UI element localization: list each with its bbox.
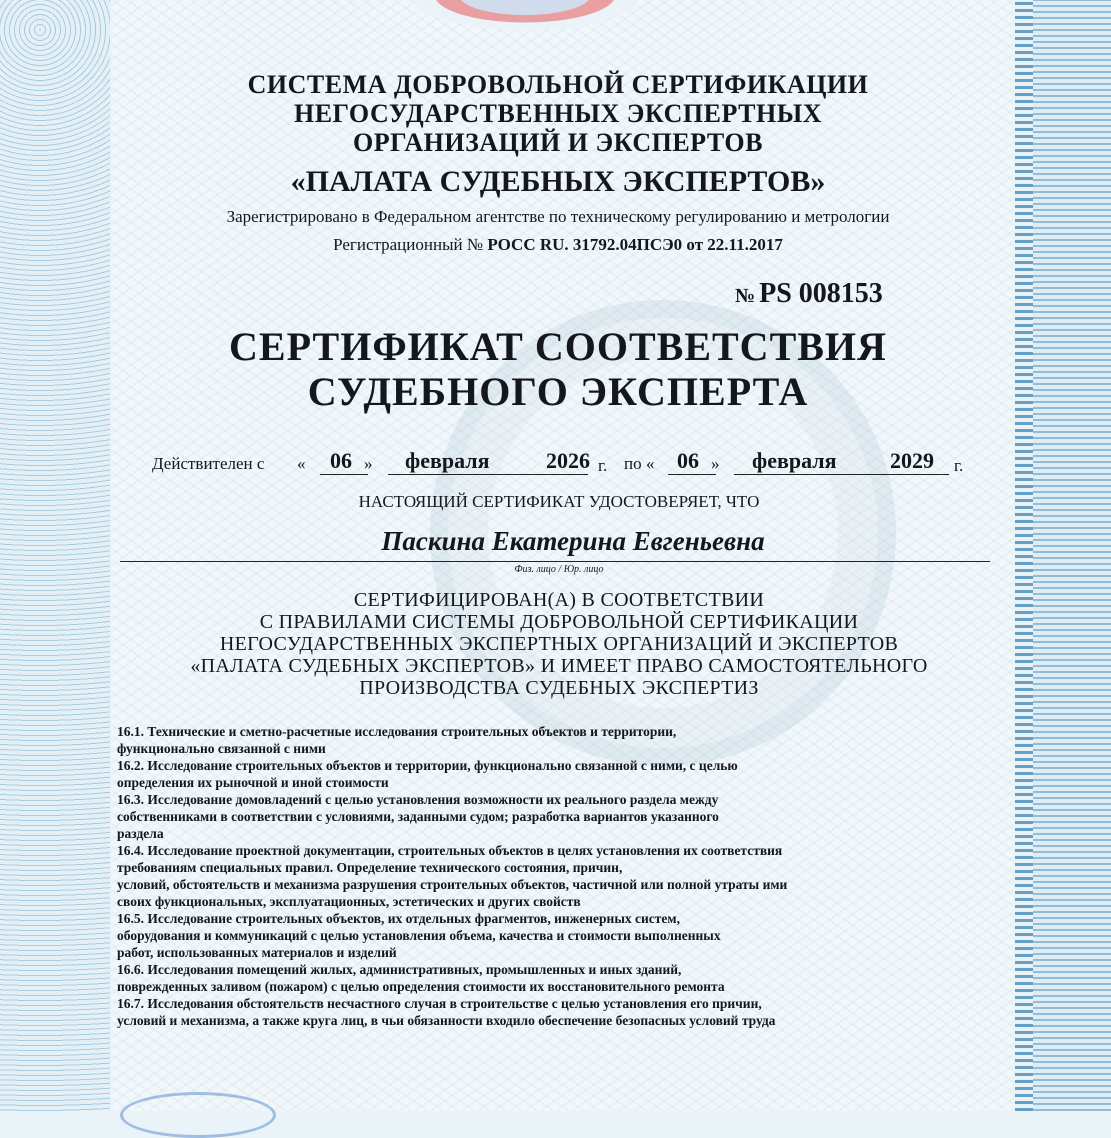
registration-prefix: Регистрационный № xyxy=(333,235,488,254)
rules-line: ПРОИЗВОДСТВА СУДЕБНЫХ ЭКСПЕРТИЗ xyxy=(359,677,759,699)
from-month: февраля xyxy=(405,448,490,473)
from-day-underline xyxy=(320,474,368,475)
list-item: 16.3. Исследование домовладений с целью установления возможности их реального раздела между xyxy=(117,792,719,807)
system-name: «ПАЛАТА СУДЕБНЫХ ЭКСПЕРТОВ» xyxy=(290,165,826,198)
to-close-quote: » xyxy=(711,454,720,473)
rules-line: СЕРТИФИЦИРОВАН(А) В СООТВЕТСТВИИ xyxy=(353,589,765,611)
to-day: 06 xyxy=(677,448,699,473)
list-item: работ, использованных материалов и изделий xyxy=(117,945,397,960)
certificate-number xyxy=(735,278,883,310)
person-name: Паскина Екатерина Евгеньевна xyxy=(381,526,765,556)
rules-line: С ПРАВИЛАМИ СИСТЕМЫ ДОБРОВОЛЬНОЙ СЕРТИФИКАЦИИ xyxy=(259,611,859,633)
list-item: своих функциональных, эксплуатационных, эстетических и других свойств xyxy=(117,894,581,909)
seal-stamp xyxy=(120,1092,276,1138)
to-day-underline xyxy=(668,474,716,475)
list-item: определения их рыночной и иной стоимости xyxy=(117,775,389,790)
list-item: требованиям специальных правил. Определение технического состояния, причин, xyxy=(117,860,623,875)
system-title-line2: НЕГОСУДАРСТВЕННЫХ ЭКСПЕРТНЫХ xyxy=(293,99,823,128)
validity-row xyxy=(152,448,982,478)
list-item: раздела xyxy=(117,826,164,841)
list-item: условий, обстоятельств и механизма разрушения строительных объектов, частичной или полной утраты ими xyxy=(117,877,788,892)
registration-value: РОСС RU. 31792.04ПСЭ0 от 22.11.2017 xyxy=(487,235,783,254)
list-item: 16.6. Исследования помещений жилых, административных, промышленных и иных зданий, xyxy=(117,962,682,977)
to-label: по xyxy=(624,454,642,473)
to-month-underline xyxy=(734,474,949,475)
from-year: 2026 xyxy=(546,448,590,473)
certification-rules xyxy=(0,589,1111,699)
to-year: 2029 xyxy=(890,448,934,473)
to-month: февраля xyxy=(752,448,837,473)
list-item: условий и механизма, а также круга лиц, в чьи обязанности входило обеспечение безопасных условий труда xyxy=(117,1013,776,1028)
list-item: поврежденных заливом (пожаром) с целью определения стоимости их восстановительного ремонта xyxy=(117,979,725,994)
rules-line: «ПАЛАТА СУДЕБНЫХ ЭКСПЕРТОВ» И ИМЕЕТ ПРАВО САМОСТОЯТЕЛЬНОГО xyxy=(190,655,928,677)
registration-agency: Зарегистрировано в Федеральном агентстве по техническому регулированию и метрологии xyxy=(226,207,890,226)
certificate-title-line2: СУДЕБНОГО ЭКСПЕРТА xyxy=(307,369,809,414)
rules-line: НЕГОСУДАРСТВЕННЫХ ЭКСПЕРТНЫХ ОРГАНИЗАЦИЙ И ЭКСПЕРТОВ xyxy=(219,633,899,655)
from-month-underline xyxy=(388,474,588,475)
list-item: 16.5. Исследование строительных объектов, их отдельных фрагментов, инженерных систем, xyxy=(117,911,680,926)
list-item: оборудования и коммуникаций с целью установления объема, качества и стоимости выполненных xyxy=(117,928,721,943)
list-item: 16.4. Исследование проектной документации, строительных объектов в целях установления их соответствия xyxy=(117,843,783,858)
number-sign: № xyxy=(735,285,756,307)
system-title-line3: ОРГАНИЗАЦИЙ И ЭКСПЕРТОВ xyxy=(353,128,763,157)
to-year-suffix: г. xyxy=(954,456,964,475)
list-item: 16.7. Исследования обстоятельств несчастного случая в строительстве с целью установления его причин, xyxy=(117,996,762,1011)
validity-label: Действителен с xyxy=(152,454,265,473)
to-open-quote: « xyxy=(646,454,655,473)
from-day: 06 xyxy=(330,448,352,473)
list-item: 16.2. Исследование строительных объектов и территории, функционально связанной с ними, с целью xyxy=(117,758,738,773)
person-underline xyxy=(120,561,990,562)
from-year-suffix: г. xyxy=(598,456,608,475)
from-open-quote: « xyxy=(297,454,306,473)
from-close-quote: » xyxy=(364,454,373,473)
system-title-line1: СИСТЕМА ДОБРОВОЛЬНОЙ СЕРТИФИКАЦИИ xyxy=(247,70,869,99)
expertise-list xyxy=(117,723,1017,1029)
certificate-title-line1: СЕРТИФИКАТ СООТВЕТСТВИЯ xyxy=(229,324,887,369)
list-item: собственниками в соответствии с условиями, заданными судом; разработка вариантов указанного xyxy=(117,809,719,824)
registration-number xyxy=(0,235,1111,255)
certifies-statement: НАСТОЯЩИЙ СЕРТИФИКАТ УДОСТОВЕРЯЕТ, ЧТО xyxy=(358,492,760,511)
person-type-caption: Физ. лицо / Юр. лицо xyxy=(514,564,604,575)
list-item: функционально связанной с ними xyxy=(117,741,326,756)
list-item: 16.1. Технические и сметно-расчетные исследования строительных объектов и территории, xyxy=(117,724,677,739)
certificate-number-value: PS 008153 xyxy=(759,278,883,309)
